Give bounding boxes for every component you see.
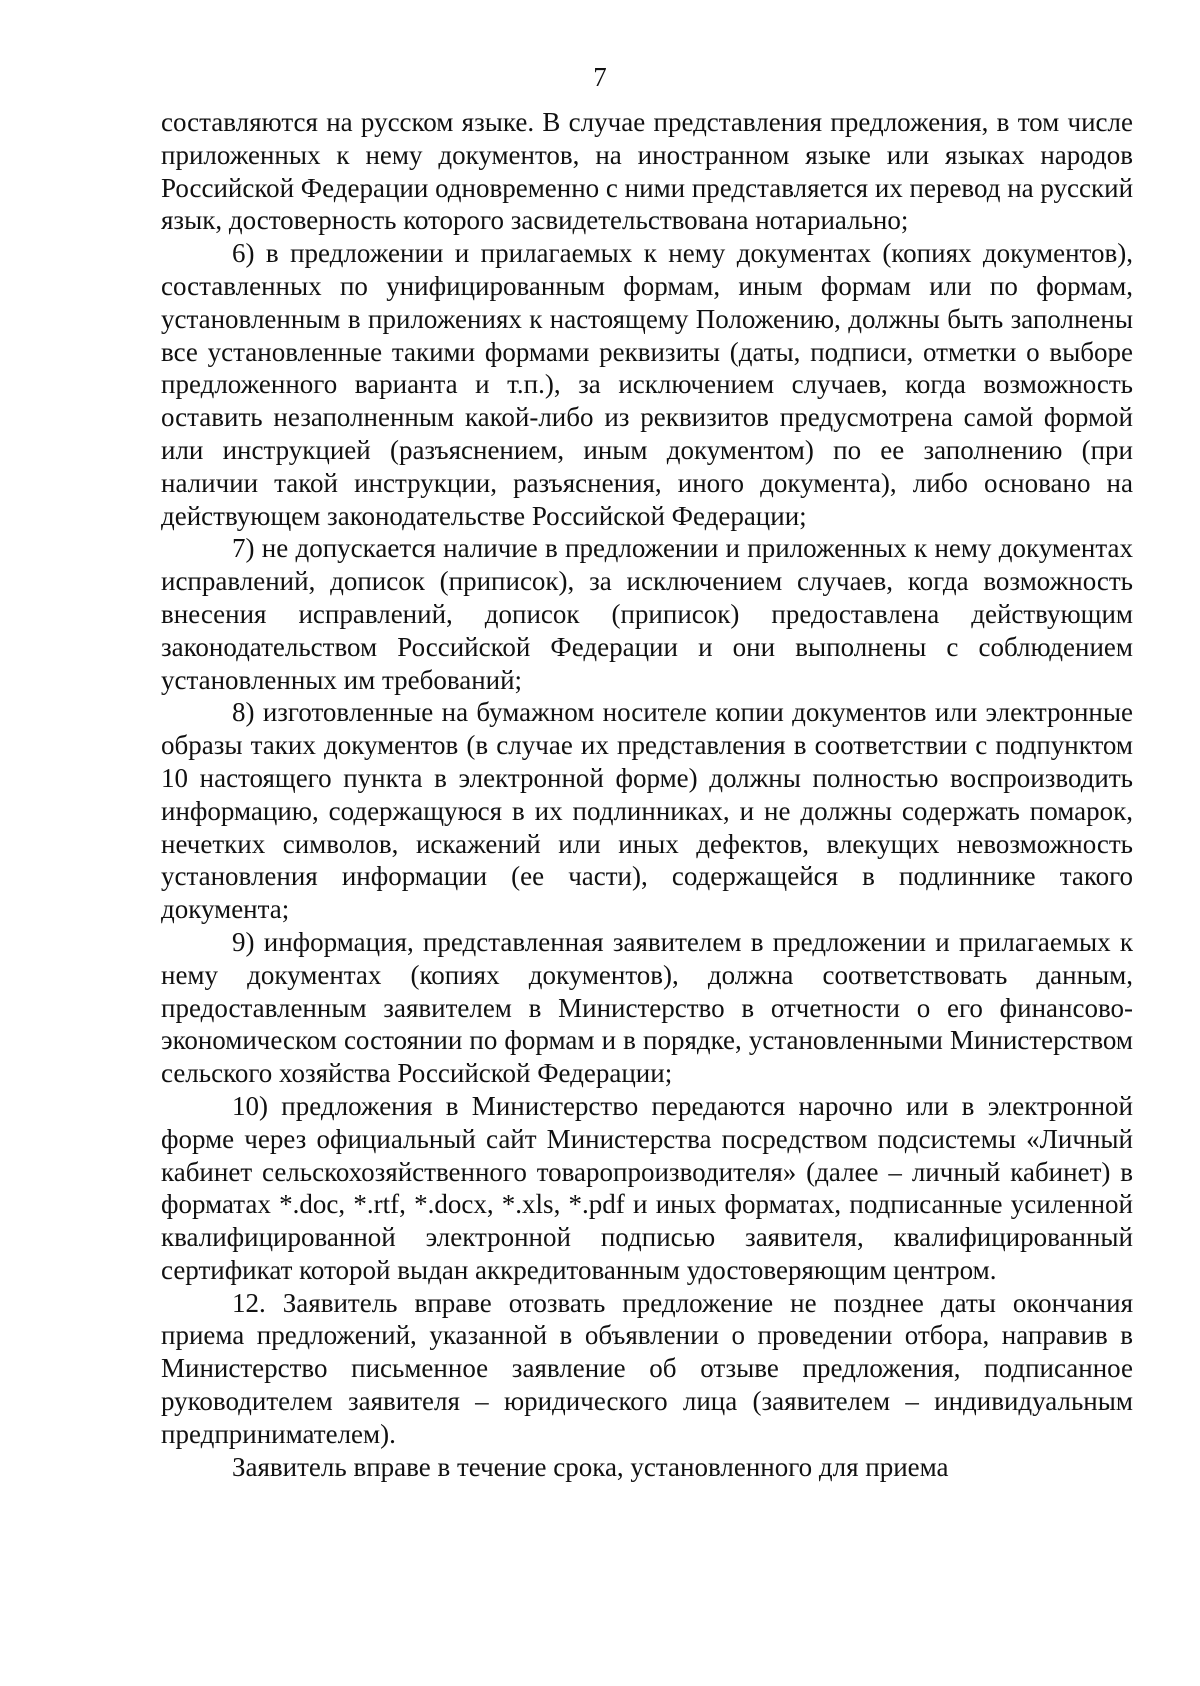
paragraph-section-12: 12. Заявитель вправе отозвать предложение не позднее даты окончания приема предложений, указанной в объявлении о проведении отбора, направив в Министерство письменное заявление об отзыве предложения, подписанное руководителем заявителя – юридического лица (заявителем – индивидуальным предпринимателем). [161,1287,1133,1449]
paragraph-item-9: 9) информация, представленная заявителем в предложении и прилагаемых к нему документах (копиях документов), должна соответствовать данным, предоставленным заявителем в Министерство в отчетности о его финансово-экономическом состоянии по формам и в порядке, установленными Министерством сельского хозяйства Российской Федерации; [161,926,1133,1089]
page-number: 7 [593,62,607,92]
paragraph-item-8: 8) изготовленные на бумажном носителе копии документов или электронные образы таких документов (в случае их представления в соответствии с подпунктом 10 настоящего пункта в электронной форме) должны полностью воспроизводить информацию, содержащуюся в их подлинниках, и не должны содержать помарок, нечетких символов, искажений или иных дефектов, влекущих невозможность установления информации (ее части), содержащейся в подлиннике такого документа; [161,697,1133,925]
paragraph-applicant-right: Заявитель вправе в течение срока, установленного для приема [232,1451,949,1482]
paragraph-item-10: 10) предложения в Министерство передаются нарочно или в электронной форме через официальный сайт Министерства посредством подсистемы «Личный кабинет сельскохозяйственного товаропроизводителя» (далее – личный кабинет) в форматах *.doc, *.rtf, *.docx, *.xls, *.pdf и иных форматах, подписанные усиленной квалифицированной электронной подписью заявителя, квалифицированный сертификат которой выдан аккредитованным удостоверяющим центром. [161,1090,1133,1285]
paragraph-item-7: 7) не допускается наличие в предложении и приложенных к нему документах исправлений, дописок (приписок), за исключением случаев, когда возможность внесения исправлений, дописок (приписок) предоставлена действующим законодательством Российской Федерации и они выполнены с соблюдением установленных им требований; [161,533,1133,695]
document-body [161,106,1133,1483]
paragraph-continued: составляются на русском языке. В случае представления предложения, в том числе приложенных к нему документов, на иностранном языке или языках народов Российской Федерации одновременно с ними представляется их перевод на русский язык, достоверность которого засвидетельствована нотариально; [161,107,1134,236]
paragraph-item-6: 6) в предложении и прилагаемых к нему документах (копиях документов), составленных по унифицированным формам, иным формам или по формам, установленным в приложениях к настоящему Положению, должны быть заполнены все установленные такими формами реквизиты (даты, подписи, отметки о выборе предложенного варианта и т.п.), за исключением случаев, когда возможность оставить незаполненным какой-либо из реквизитов предусмотрена самой формой или инструкцией (разъяснением, иным документом) по ее заполнению (при наличии такой инструкции, разъяснения, иного документа), либо основано на действующем законодательстве Российской Федерации; [161,238,1133,531]
